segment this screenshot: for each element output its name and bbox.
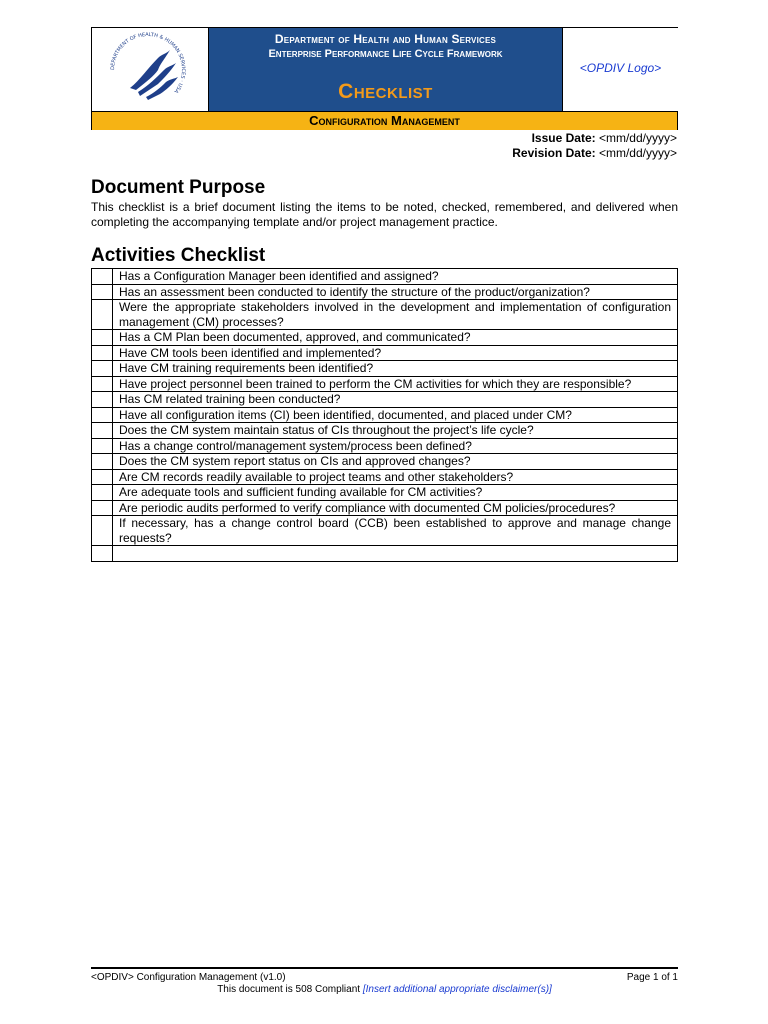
checklist-item-text: If necessary, has a change control board (CCB) been established to approve and manage change requests? — [113, 516, 678, 546]
activities-checklist-table — [91, 268, 678, 562]
document-dates — [512, 131, 677, 161]
compliance-text: This document is 508 Compliant — [217, 984, 361, 995]
seal-text: DEPARTMENT OF HEALTH & HUMAN SERVICES · USA — [109, 31, 187, 95]
checklist-item-text: Were the appropriate stakeholders involved in the development and implementation of configuration management (CM) processes? — [113, 300, 678, 330]
checklist-checkbox-cell[interactable] — [92, 284, 113, 300]
checklist-checkbox-cell[interactable] — [92, 300, 113, 330]
checklist-item-text: Are adequate tools and sufficient funding available for CM activities? — [113, 485, 678, 501]
page-title: Checklist — [338, 80, 433, 103]
checklist-row — [92, 269, 678, 285]
checklist-row — [92, 376, 678, 392]
checklist-checkbox-cell[interactable] — [92, 485, 113, 501]
department-name: Department of Health and Human Services — [274, 32, 497, 46]
checklist-item-text: Have CM training requirements been identified? — [113, 361, 678, 377]
footer-document-name: <OPDIV> Configuration Management (v1.0) — [91, 972, 286, 983]
checklist-row — [92, 485, 678, 501]
checklist-checkbox-cell[interactable] — [92, 392, 113, 408]
checklist-row — [92, 284, 678, 300]
checklist-item-text: Are periodic audits performed to verify compliance with documented CM policies/procedures? — [113, 500, 678, 516]
checklist-row — [92, 546, 678, 562]
activities-heading: Activities Checklist — [91, 245, 266, 266]
checklist-row — [92, 500, 678, 516]
checklist-row — [92, 392, 678, 408]
checklist-row — [92, 300, 678, 330]
footer-divider — [91, 967, 678, 969]
checklist-checkbox-cell[interactable] — [92, 516, 113, 546]
checklist-item-text: Has a change control/management system/process been defined? — [113, 438, 678, 454]
checklist-item-text: Have CM tools been identified and implemented? — [113, 345, 678, 361]
document-header — [91, 27, 678, 130]
framework-name: Enterprise Performance Life Cycle Framework — [268, 48, 503, 60]
checklist-item-text: Has a CM Plan been documented, approved, and communicated? — [113, 330, 678, 346]
checklist-checkbox-cell[interactable] — [92, 423, 113, 439]
checklist-item-text: Has an assessment been conducted to identify the structure of the product/organization? — [113, 284, 678, 300]
opdiv-logo-placeholder: <OPDIV Logo> — [579, 61, 662, 75]
issue-date-label: Issue Date: — [531, 131, 596, 145]
checklist-row — [92, 469, 678, 485]
checklist-item-text: Does the CM system maintain status of CIs throughout the project’s life cycle? — [113, 423, 678, 439]
checklist-item-text: Have project personnel been trained to perform the CM activities for which they are responsible? — [113, 376, 678, 392]
checklist-checkbox-cell[interactable] — [92, 269, 113, 285]
purpose-heading: Document Purpose — [91, 177, 266, 198]
checklist-checkbox-cell[interactable] — [92, 345, 113, 361]
opdiv-logo-cell — [562, 28, 678, 111]
hhs-seal-icon — [100, 30, 200, 110]
checklist-checkbox-cell[interactable] — [92, 376, 113, 392]
checklist-row — [92, 407, 678, 423]
checklist-checkbox-cell[interactable] — [92, 330, 113, 346]
checklist-item-text: Has CM related training been conducted? — [113, 392, 678, 408]
checklist-checkbox-cell[interactable] — [92, 361, 113, 377]
checklist-checkbox-cell[interactable] — [92, 500, 113, 516]
checklist-item-text: Does the CM system report status on CIs and approved changes? — [113, 454, 678, 470]
checklist-checkbox-cell[interactable] — [92, 546, 113, 562]
checklist-checkbox-cell[interactable] — [92, 407, 113, 423]
checklist-row — [92, 345, 678, 361]
document-subtitle: Configuration Management — [92, 111, 677, 130]
issue-date-value: <mm/dd/yyyy> — [598, 131, 677, 145]
checklist-item-text — [113, 546, 678, 562]
checklist-row — [92, 330, 678, 346]
footer-page-number: Page 1 of 1 — [626, 972, 678, 983]
checklist-row — [92, 423, 678, 439]
disclaimer-text: [Insert additional appropriate disclaimer(s)] — [362, 984, 552, 995]
purpose-text: This checklist is a brief document listing the items to be noted, checked, remembered, and delivered when completing the accompanying template and/or project management practice. — [91, 200, 678, 229]
checklist-item-text: Are CM records readily available to project teams and other stakeholders? — [113, 469, 678, 485]
title-banner — [209, 28, 562, 111]
revision-date-label: Revision Date: — [512, 146, 596, 160]
checklist-checkbox-cell[interactable] — [92, 438, 113, 454]
checklist-row — [92, 361, 678, 377]
checklist-row — [92, 454, 678, 470]
hhs-logo-cell — [92, 28, 209, 111]
checklist-row — [92, 438, 678, 454]
checklist-item-text: Have all configuration items (CI) been identified, documented, and placed under CM? — [113, 407, 678, 423]
checklist-checkbox-cell[interactable] — [92, 469, 113, 485]
revision-date-value: <mm/dd/yyyy> — [598, 146, 677, 160]
checklist-checkbox-cell[interactable] — [92, 454, 113, 470]
checklist-item-text: Has a Configuration Manager been identified and assigned? — [113, 269, 678, 285]
checklist-row — [92, 516, 678, 546]
footer-compliance — [91, 984, 678, 995]
